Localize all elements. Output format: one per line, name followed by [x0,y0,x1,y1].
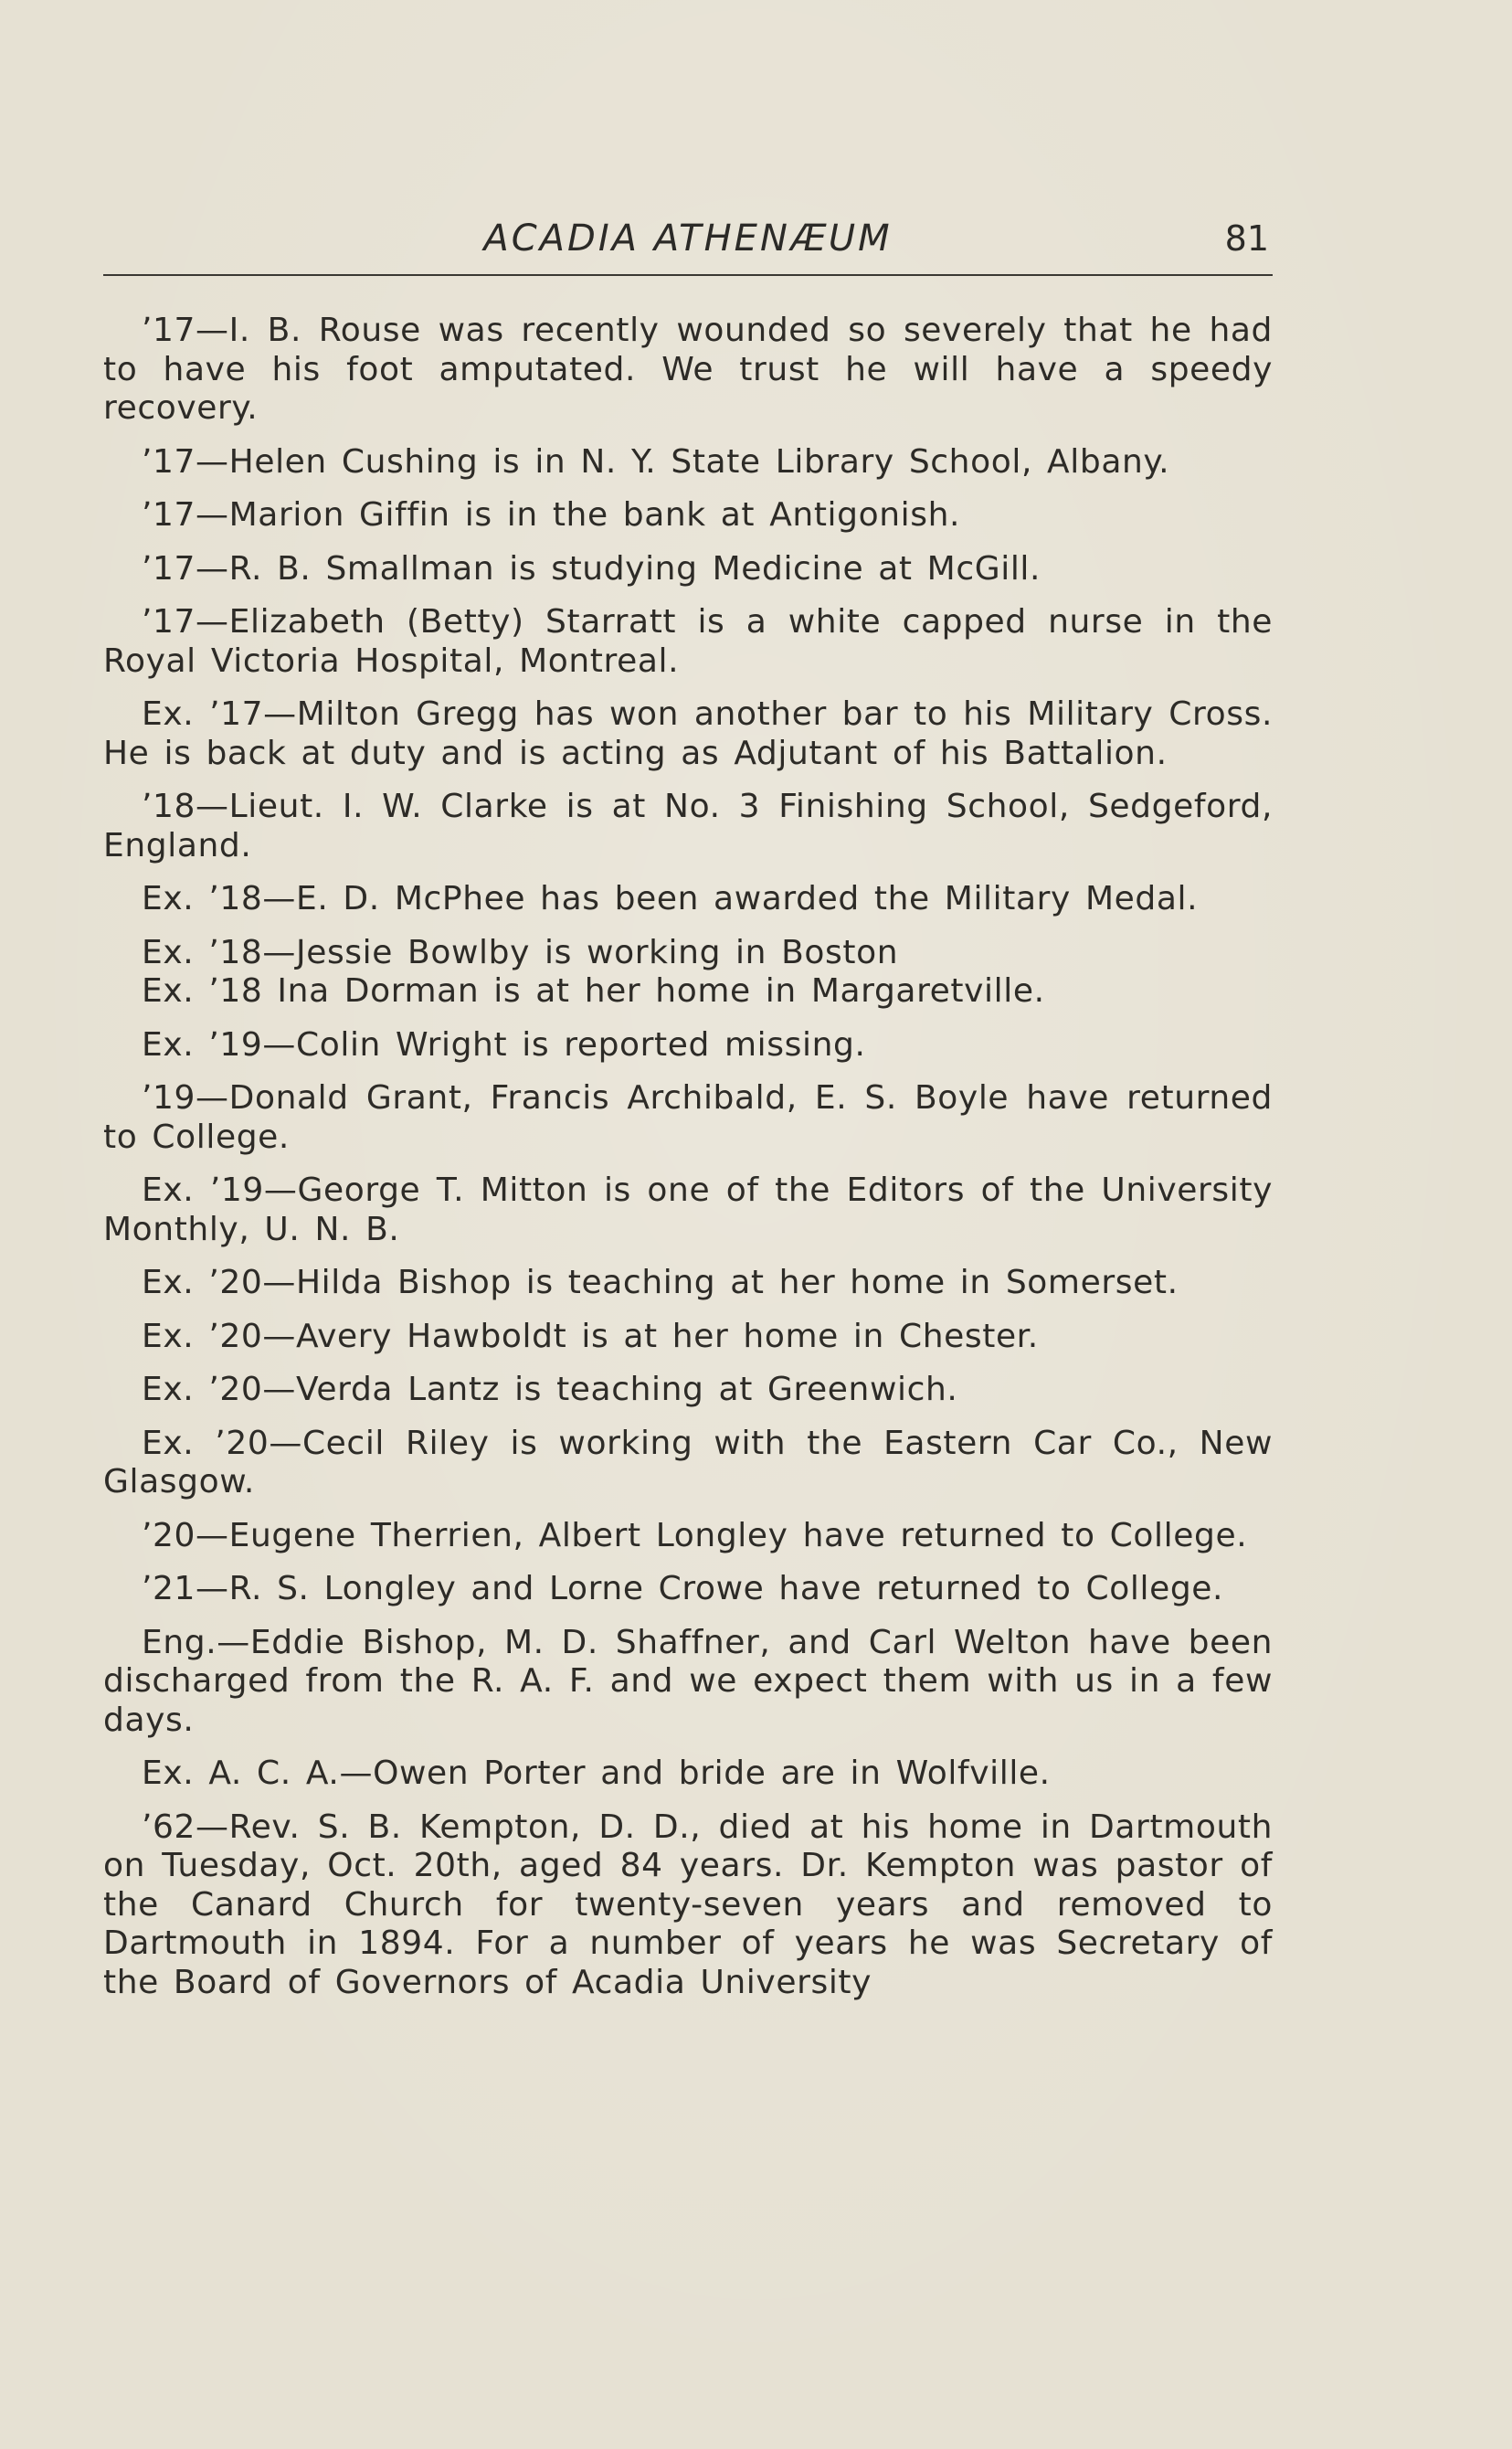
news-entry: ’21—R. S. Longley and Lorne Crowe have returned to College. [142,1570,1224,1607]
news-entry: Ex. ’20—Avery Hawboldt is at her home in Chester. [142,1317,1039,1355]
news-entry: Ex. ’20—Hilda Bishop is teaching at her home in Somerset. [142,1264,1179,1301]
news-column [103,312,1273,2017]
news-entry: ’17—Marion Giffin is in the bank at Antigonish. [142,496,961,534]
news-entry: ’17—I. B. Rouse was recently wounded so severely that he had to have his foot amputated. We trust he will have a speedy recovery. [103,312,1273,427]
news-entry: Ex. ’20—Cecil Riley is working with the Eastern Car Co., New Glasgow. [103,1424,1273,1500]
news-entry: Ex. ’18—Jessie Bowlby is working in Boston [142,933,899,971]
news-entry: ’17—R. B. Smallman is studying Medicine at McGill. [142,549,1041,588]
news-entry: Ex. ’19—George T. Mitton is one of the Editors of the University Monthly, U. N. B. [103,1171,1273,1248]
news-entry: ’20—Eugene Therrien, Albert Longley have returned to College. [142,1516,1248,1554]
news-entry: ’17—Helen Cushing is in N. Y. State Library School, Albany. [142,442,1170,481]
news-entry: Ex. ’18 Ina Dorman is at her home in Margaretville. [142,972,1045,1010]
news-entry: ’18—Lieut. I. W. Clarke is at No. 3 Finishing School, Sedgeford, England. [103,788,1273,864]
news-entry: Eng.—Eddie Bishop, M. D. Shaffner, and Carl Welton have been discharged from the R. A. F. and we expect them with us in a few days. [103,1623,1273,1739]
news-entry: Ex. ’19—Colin Wright is reported missing. [142,1025,866,1064]
news-entry: Ex. ’18—E. D. McPhee has been awarded the Military Medal. [142,880,1199,917]
news-entry: Ex. ’17—Milton Gregg has won another bar to his Military Cross. He is back at duty and is acting as Adjutant of his Battalion. [103,695,1273,772]
news-entry: ’17—Elizabeth (Betty) Starratt is a white capped nurse in the Royal Victoria Hospital, Montreal. [103,603,1273,680]
page-header [103,212,1273,265]
news-entry: Ex. A. C. A.—Owen Porter and bride are in Wolfville. [142,1755,1051,1792]
page-number: 81 [1224,218,1269,259]
header-rule [103,274,1273,276]
news-entry: ’19—Donald Grant, Francis Archibald, E. S. Boyle have returned to College. [103,1079,1273,1156]
news-entry: ’62—Rev. S. B. Kempton, D. D., died at his home in Dartmouth on Tuesday, Oct. 20th, aged 84 years. Dr. Kempton was pastor of the Canard Church for twenty-seven years and removed to Dartmouth in 1894. For a number of years he was Secretary of the Board of Governors of Acadia University [103,1808,1273,2001]
news-entry: Ex. ’20—Verda Lantz is teaching at Greenwich. [142,1371,958,1408]
running-title: ACADIA ATHENÆUM [483,217,893,260]
